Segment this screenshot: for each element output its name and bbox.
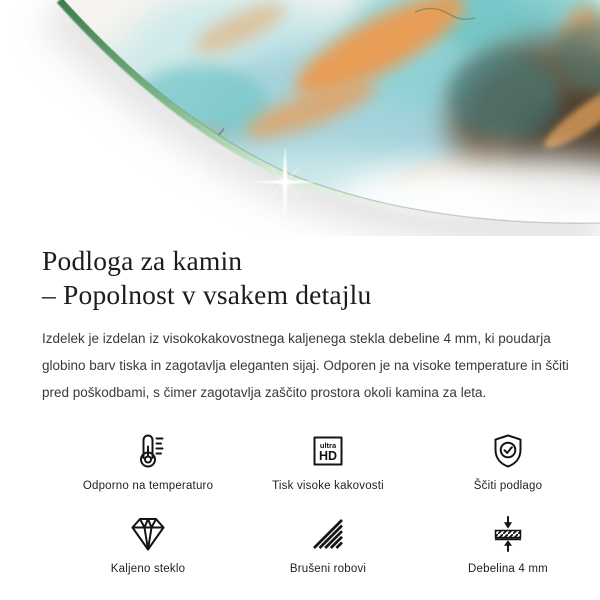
diamond-icon xyxy=(58,508,238,554)
shield-check-icon xyxy=(418,425,598,471)
feature-label: Ščiti podlago xyxy=(473,480,543,492)
product-description: Izdelek je izdelan iz visokokakovostnega kaljenega stekla debeline 4 mm, ki poudarja globino barv tiska in zagotavlja eleganten sijaj. Odporen je na visoke temperature in ščiti pred poškodbami, s čimer zagotavlja zaščito prostora okoli kamina za leta. xyxy=(42,331,569,400)
svg-text:ultra: ultra xyxy=(319,441,337,450)
features-grid xyxy=(42,425,572,575)
feature-label: Debelina 4 mm xyxy=(468,563,548,575)
polished-edges-icon xyxy=(238,508,418,554)
feature-tempered-glass xyxy=(58,508,238,575)
feature-protects-surface xyxy=(418,425,598,492)
feature-label: Kaljeno steklo xyxy=(110,563,186,575)
feature-label: Odporno na temperaturo xyxy=(82,480,214,492)
feature-polished-edges xyxy=(238,508,418,575)
feature-print-quality xyxy=(238,425,418,492)
page-title xyxy=(42,244,572,312)
ultra-hd-icon xyxy=(238,425,418,471)
svg-text:HD: HD xyxy=(318,449,338,463)
feature-label: Tisk visoke kakovosti xyxy=(272,480,384,492)
feature-thickness xyxy=(418,508,598,575)
product-info-section xyxy=(0,244,600,575)
title-line-2: – Popolnost v vsakem detajlu xyxy=(42,279,372,310)
glass-panel-photo xyxy=(0,0,600,236)
thermometer-icon xyxy=(58,425,238,471)
title-line-1: Podloga za kamin xyxy=(42,245,243,276)
feature-label: Brušeni robovi xyxy=(289,563,367,575)
product-image xyxy=(0,0,600,236)
thickness-icon xyxy=(418,508,598,554)
feature-heat-resistant xyxy=(58,425,238,492)
